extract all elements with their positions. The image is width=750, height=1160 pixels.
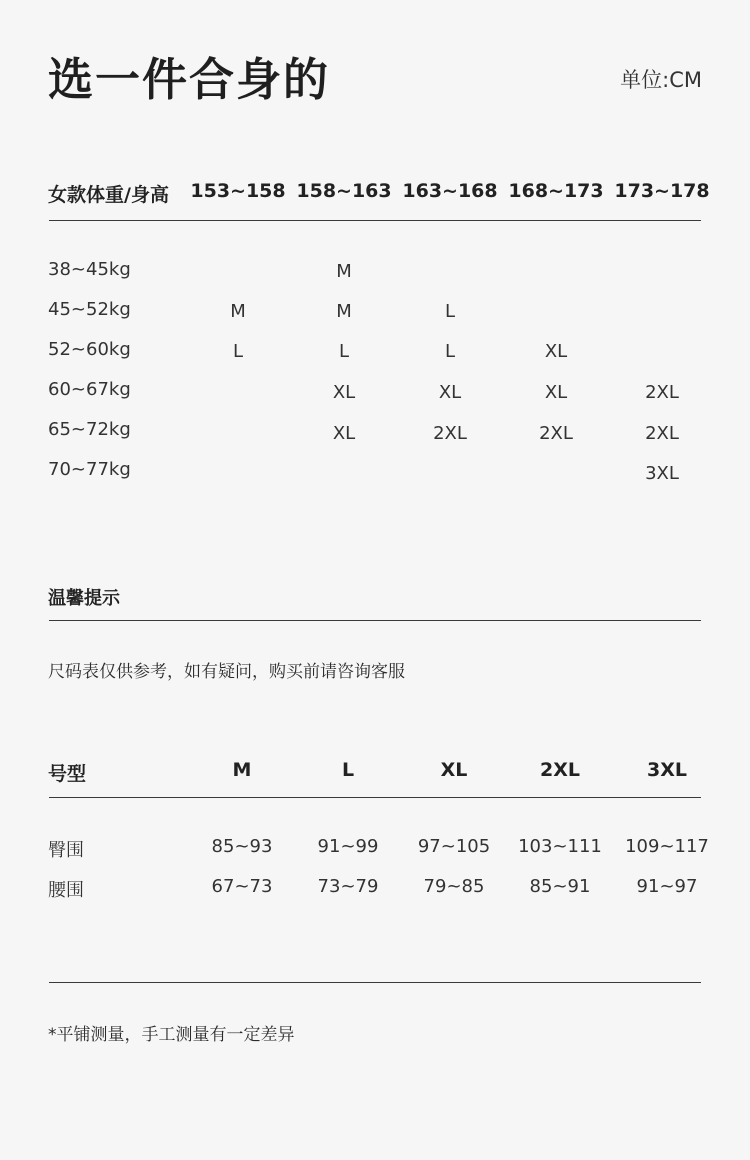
height-header: 173~178 — [614, 180, 710, 202]
size-header: L — [341, 759, 355, 781]
size-cell: L — [338, 341, 350, 362]
height-header: 158~163 — [296, 180, 392, 202]
height-header: 153~158 — [190, 180, 286, 202]
size-cell: M — [336, 301, 352, 322]
size-cell: XL — [544, 382, 568, 403]
measure-label: 腰围 — [48, 880, 84, 901]
measure-label: 臀围 — [48, 840, 84, 861]
measure-cell: 109~117 — [625, 836, 709, 857]
size-cell: XL — [332, 382, 356, 403]
measure-table-divider — [49, 797, 701, 798]
measure-cell: 91~97 — [636, 876, 698, 897]
tip-text: 尺码表仅供参考，如有疑问，购买前请咨询客服 — [48, 662, 405, 682]
height-header: 163~168 — [402, 180, 498, 202]
page-title: 选一件合身的 — [48, 53, 331, 106]
size-cell: 2XL — [539, 423, 573, 444]
size-header: M — [232, 759, 252, 781]
measure-cell: 103~111 — [518, 836, 602, 857]
measure-table-corner-label: 号型 — [48, 763, 87, 785]
measure-cell: 73~79 — [317, 876, 379, 897]
measure-cell: 97~105 — [417, 836, 491, 857]
measure-cell: 85~91 — [529, 876, 591, 897]
weight-label: 65~72kg — [48, 419, 131, 440]
weight-label: 45~52kg — [48, 299, 131, 320]
footnote-divider — [49, 982, 701, 983]
measure-cell: 91~99 — [317, 836, 379, 857]
height-header: 168~173 — [508, 180, 604, 202]
measure-cell: 79~85 — [423, 876, 485, 897]
size-header: 2XL — [540, 759, 580, 781]
weight-label: 38~45kg — [48, 259, 131, 280]
size-cell: XL — [332, 423, 356, 444]
unit-label: 单位:CM — [620, 68, 702, 92]
size-cell: L — [444, 341, 456, 362]
weight-label: 70~77kg — [48, 459, 131, 480]
size-cell: 2XL — [645, 382, 679, 403]
size-cell: M — [230, 301, 246, 322]
size-cell: 2XL — [433, 423, 467, 444]
size-cell: L — [232, 341, 244, 362]
size-header: XL — [440, 759, 468, 781]
footnote: *平铺测量，手工测量有一定差异 — [48, 1025, 295, 1045]
weight-label: 52~60kg — [48, 339, 131, 360]
measure-cell: 67~73 — [211, 876, 273, 897]
size-cell: XL — [544, 341, 568, 362]
size-header: 3XL — [647, 759, 687, 781]
size-cell: L — [444, 301, 456, 322]
tip-heading: 温馨提示 — [48, 588, 120, 609]
fit-table-divider — [49, 220, 701, 221]
size-cell: M — [336, 261, 352, 282]
size-cell: 3XL — [645, 463, 679, 484]
size-cell: XL — [438, 382, 462, 403]
size-cell: 2XL — [645, 423, 679, 444]
weight-label: 60~67kg — [48, 379, 131, 400]
fit-table-corner-label: 女款体重/身高 — [48, 184, 169, 206]
tip-divider — [49, 620, 701, 621]
measure-cell: 85~93 — [211, 836, 273, 857]
